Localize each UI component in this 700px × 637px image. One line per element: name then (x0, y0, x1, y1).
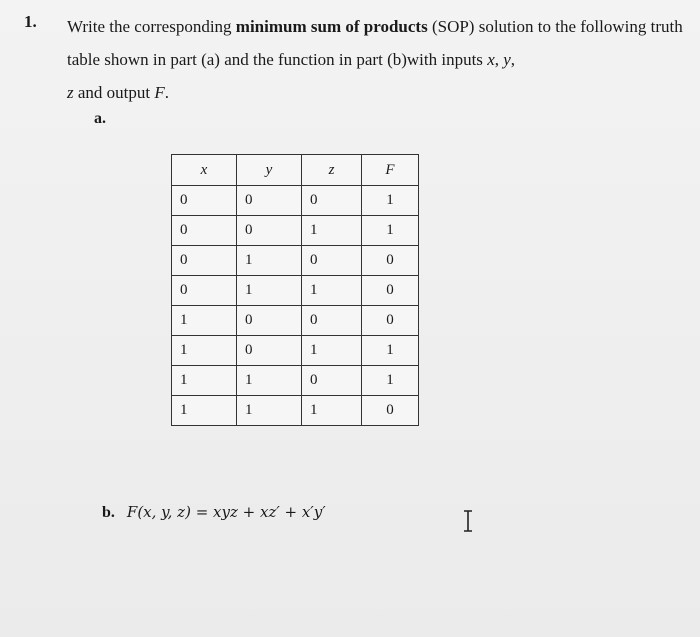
comma: , (494, 50, 504, 69)
cell-y: 0 (237, 306, 302, 336)
header-F: F (362, 155, 419, 186)
cell-z: 1 (302, 216, 362, 246)
cell-x: 0 (172, 276, 237, 306)
part-b (102, 503, 326, 522)
cell-z: 1 (302, 336, 362, 366)
header-x: x (172, 155, 237, 186)
table-row (172, 396, 419, 426)
text-cursor-icon (462, 510, 474, 532)
cell-F: 1 (362, 186, 419, 216)
cell-z: 0 (302, 366, 362, 396)
cell-x: 0 (172, 246, 237, 276)
table-row (172, 336, 419, 366)
function-expression: F(x, y, z) = xyz + xz′ + x′y′ (126, 503, 326, 521)
question-number: 1. (24, 12, 37, 31)
truth-table-header-row (172, 155, 419, 186)
question-text-and: and output (73, 83, 155, 102)
cell-x: 0 (172, 186, 237, 216)
cell-x: 1 (172, 306, 237, 336)
comma: , (510, 50, 516, 69)
cell-x: 1 (172, 396, 237, 426)
part-a-label: a. (94, 110, 106, 127)
cell-y: 1 (237, 276, 302, 306)
cell-x: 1 (172, 336, 237, 366)
cell-F: 1 (362, 336, 419, 366)
cell-F: 0 (362, 396, 419, 426)
cell-y: 1 (237, 366, 302, 396)
cell-F: 1 (362, 366, 419, 396)
cell-y: 0 (237, 216, 302, 246)
cell-x: 0 (172, 216, 237, 246)
cell-F: 1 (362, 216, 419, 246)
var-z: z (67, 83, 74, 102)
cell-z: 0 (302, 246, 362, 276)
cell-z: 1 (302, 396, 362, 426)
question-text-mid: (SOP) solution to the following truth table shown in part (a) and the function in part (b)with inputs (67, 17, 683, 69)
cell-z: 1 (302, 276, 362, 306)
cell-y: 0 (237, 186, 302, 216)
period: . (164, 83, 170, 102)
truth-table (171, 154, 419, 426)
cell-z: 0 (302, 186, 362, 216)
table-row (172, 306, 419, 336)
table-row (172, 276, 419, 306)
cell-F: 0 (362, 246, 419, 276)
cell-x: 1 (172, 366, 237, 396)
var-y: y (503, 50, 511, 69)
cell-y: 0 (237, 336, 302, 366)
part-b-label: b. (102, 504, 115, 521)
header-y: y (237, 155, 302, 186)
table-row (172, 246, 419, 276)
cell-F: 0 (362, 306, 419, 336)
header-z: z (302, 155, 362, 186)
cell-F: 0 (362, 276, 419, 306)
question-text (67, 10, 687, 109)
cell-z: 0 (302, 306, 362, 336)
cell-y: 1 (237, 246, 302, 276)
var-F: F (154, 83, 165, 102)
var-x: x (487, 50, 495, 69)
cell-y: 1 (237, 396, 302, 426)
table-row (172, 366, 419, 396)
table-row (172, 216, 419, 246)
question-text-bold: minimum sum of products (235, 17, 428, 36)
question-text-start: Write the corresponding (67, 17, 236, 36)
table-row (172, 186, 419, 216)
